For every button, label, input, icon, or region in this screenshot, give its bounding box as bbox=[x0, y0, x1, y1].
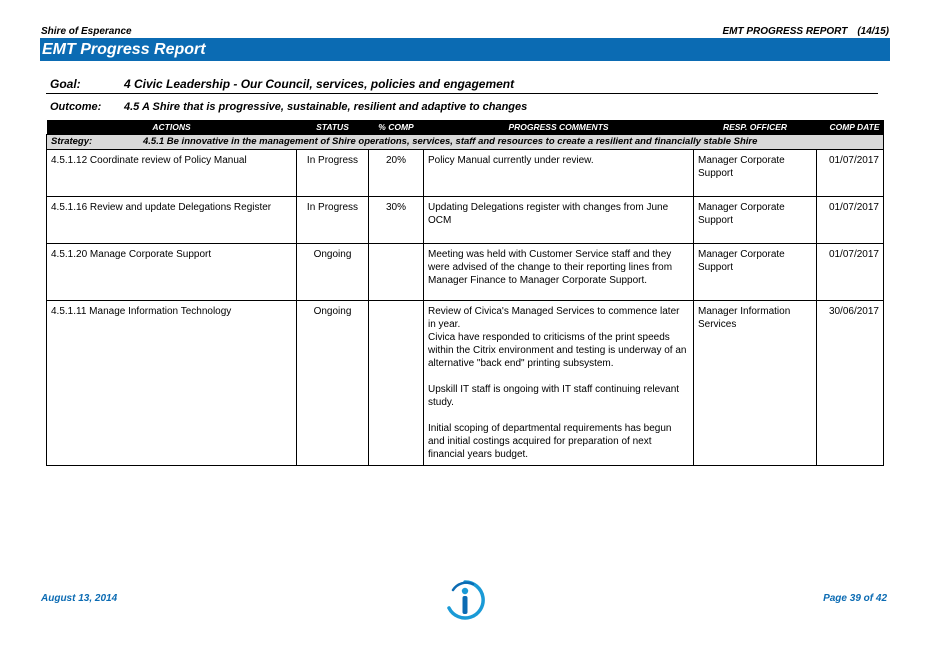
strategy-text: 4.5.1 Be innovative in the management of Shire operations, services, staff and resources to create a resilient and financially stable Shire bbox=[143, 136, 758, 147]
footer-page-number: Page 39 of 42 bbox=[823, 593, 887, 604]
action-cell: 4.5.1.12 Coordinate review of Policy Manual bbox=[47, 150, 297, 197]
comments-cell: Meeting was held with Customer Service staff and they were advised of the change to their reporting lines from Manager Finance to Manager Corporate Support. bbox=[424, 244, 694, 301]
comment-paragraph: Upskill IT staff is ongoing with IT staff continuing relevant study. bbox=[428, 384, 680, 408]
report-header bbox=[722, 26, 889, 37]
goal-text: 4 Civic Leadership - Our Council, services, policies and engagement bbox=[124, 77, 515, 91]
comments-cell: Policy Manual currently under review. bbox=[424, 150, 694, 197]
col-header-officer: RESP. OFFICER bbox=[694, 120, 817, 135]
action-cell: 4.5.1.20 Manage Corporate Support bbox=[47, 244, 297, 301]
col-header-comp: % COMP bbox=[369, 120, 424, 135]
col-header-date: COMP DATE bbox=[817, 120, 884, 135]
shire-logo-icon bbox=[443, 578, 487, 620]
comments-cell: Updating Delegations register with changes from June OCM bbox=[424, 197, 694, 244]
comp-cell: 30% bbox=[369, 197, 424, 244]
table-header-row bbox=[47, 120, 884, 135]
comp-cell bbox=[369, 244, 424, 301]
table-row bbox=[47, 301, 884, 466]
status-cell: In Progress bbox=[297, 150, 369, 197]
status-cell: In Progress bbox=[297, 197, 369, 244]
status-cell: Ongoing bbox=[297, 244, 369, 301]
divider bbox=[46, 93, 878, 94]
comment-paragraph: Civica have responded to criticisms of the print speeds within the Citrix environment and testing is underway of an alternative "back end" printing subsystem. bbox=[428, 332, 687, 369]
comp-cell: 20% bbox=[369, 150, 424, 197]
date-cell: 30/06/2017 bbox=[817, 301, 884, 466]
comment-paragraph: Initial scoping of departmental requirements has begun and initial costings acquired for preparation of next financial years budget. bbox=[428, 423, 672, 460]
col-header-comments: PROGRESS COMMENTS bbox=[424, 120, 694, 135]
goal-label: Goal: bbox=[50, 77, 81, 91]
comments-cell bbox=[424, 301, 694, 466]
action-cell: 4.5.1.11 Manage Information Technology bbox=[47, 301, 297, 466]
actions-table bbox=[46, 120, 884, 466]
strategy-label: Strategy: bbox=[51, 136, 93, 147]
table-row bbox=[47, 150, 884, 197]
table-row bbox=[47, 244, 884, 301]
officer-cell: Manager Corporate Support bbox=[694, 150, 817, 197]
action-cell: 4.5.1.16 Review and update Delegations Register bbox=[47, 197, 297, 244]
strategy-row bbox=[47, 135, 884, 150]
col-header-actions: ACTIONS bbox=[47, 120, 297, 135]
page-banner: EMT Progress Report bbox=[40, 38, 890, 61]
footer-date: August 13, 2014 bbox=[41, 593, 118, 604]
outcome-label: Outcome: bbox=[50, 101, 102, 113]
strategy-cell bbox=[47, 135, 884, 150]
officer-cell: Manager Corporate Support bbox=[694, 197, 817, 244]
outcome-text: 4.5 A Shire that is progressive, sustainable, resilient and adaptive to changes bbox=[124, 101, 528, 113]
date-cell: 01/07/2017 bbox=[817, 244, 884, 301]
org-name: Shire of Esperance bbox=[41, 26, 132, 37]
report-page-ref: (14/15) bbox=[857, 26, 889, 37]
table-row bbox=[47, 197, 884, 244]
officer-cell: Manager Information Services bbox=[694, 301, 817, 466]
comp-cell bbox=[369, 301, 424, 466]
outcome-row bbox=[50, 101, 527, 113]
report-title: EMT PROGRESS REPORT bbox=[722, 26, 848, 37]
officer-cell: Manager Corporate Support bbox=[694, 244, 817, 301]
comment-paragraph: Review of Civica's Managed Services to commence later in year. bbox=[428, 306, 680, 330]
goal-row bbox=[50, 77, 514, 91]
date-cell: 01/07/2017 bbox=[817, 150, 884, 197]
date-cell: 01/07/2017 bbox=[817, 197, 884, 244]
status-cell: Ongoing bbox=[297, 301, 369, 466]
col-header-status: STATUS bbox=[297, 120, 369, 135]
